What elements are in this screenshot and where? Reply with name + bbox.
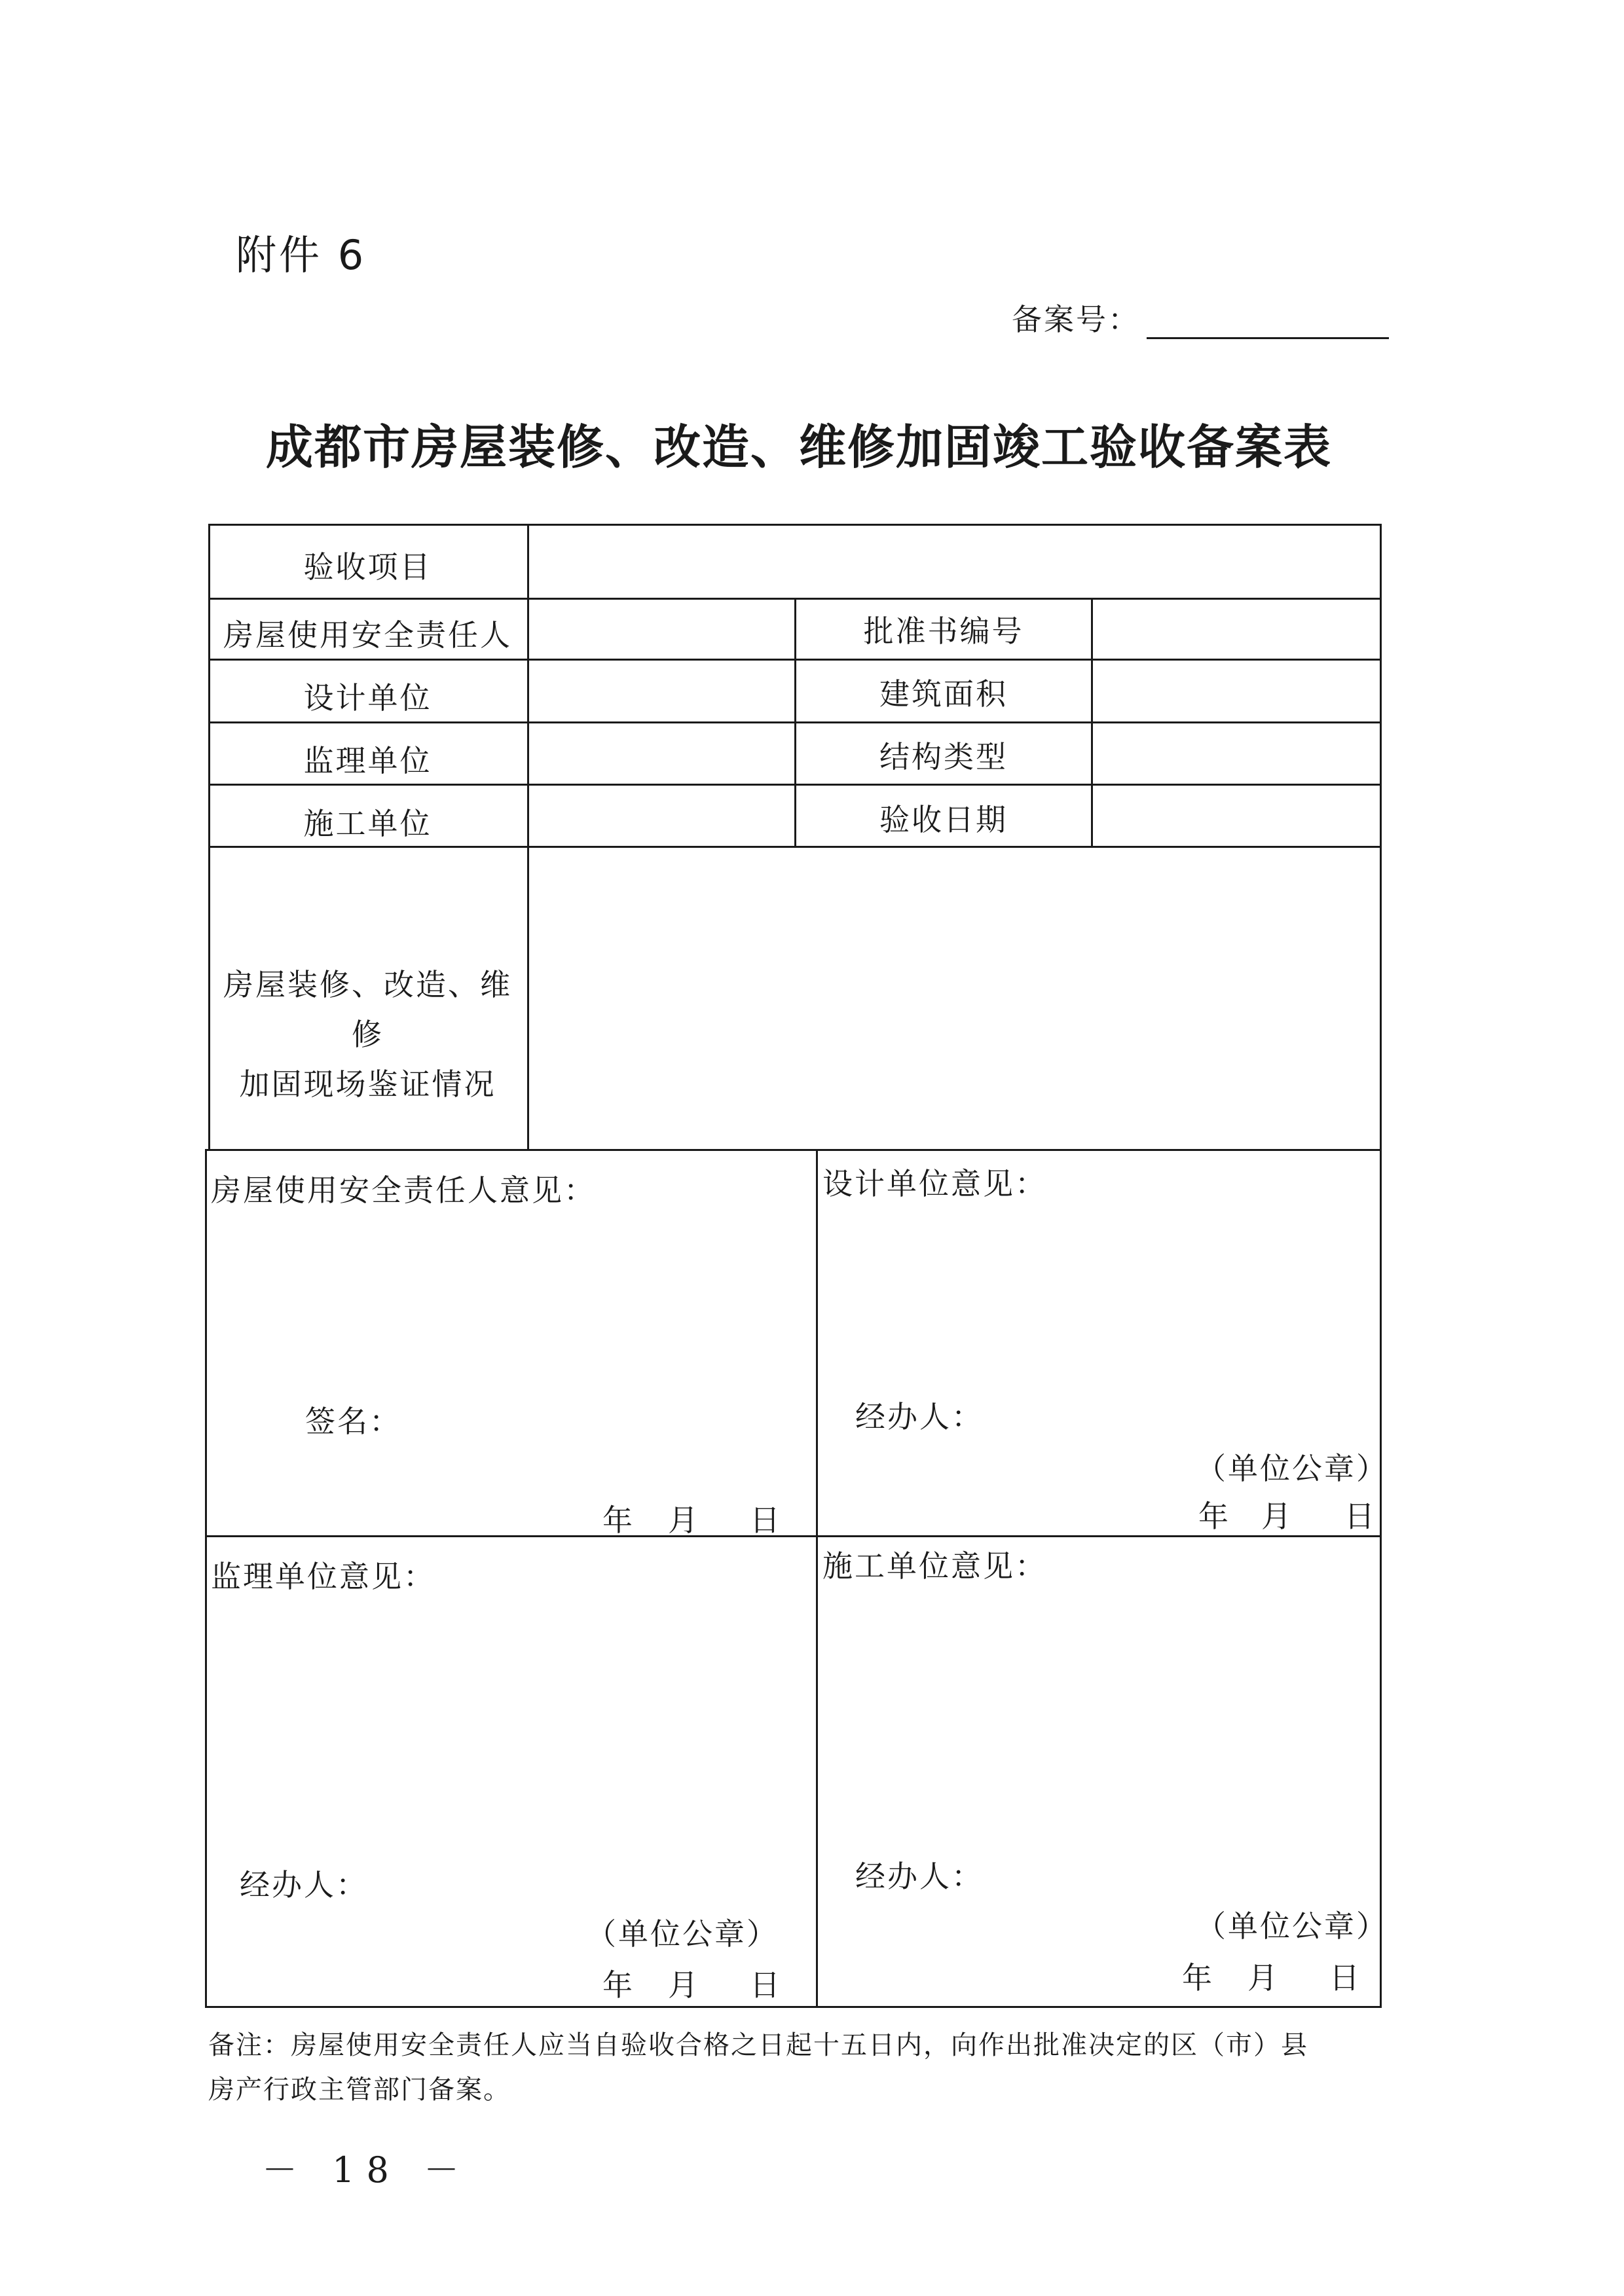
construction-seal-label: （单位公章） [1196, 1908, 1388, 1944]
remark-line: 房产行政主管部门备案。 [208, 2075, 511, 2105]
onsite-verification-label: 房屋装修、改造、维修 加固现场鉴证情况 [223, 967, 512, 1102]
owner-date-year: 年 [602, 1503, 635, 1538]
owner-date-month: 月 [668, 1503, 700, 1538]
design-date-year: 年 [1198, 1499, 1230, 1534]
owner-signature-label: 签名： [305, 1404, 401, 1439]
acceptance-project-value[interactable] [529, 526, 1380, 598]
document-title: 成都市房屋装修、改造、维修加固竣工验收备案表 [265, 419, 1332, 475]
table-rule [527, 524, 529, 1151]
design-unit-label: 设计单位 [303, 680, 432, 716]
acceptance-project-label: 验收项目 [303, 549, 432, 585]
supervision-opinion-title: 监理单位意见： [211, 1559, 435, 1594]
design-date-month: 月 [1261, 1499, 1293, 1534]
supervision-unit-label: 监理单位 [303, 743, 432, 778]
construction-opinion-title: 施工单位意见： [822, 1548, 1047, 1584]
building-area-label: 建筑面积 [879, 676, 1008, 712]
owner-label: 房屋使用安全责任人 [223, 617, 512, 653]
structure-type-label: 结构类型 [879, 739, 1008, 774]
table-rule [816, 1149, 818, 2008]
construction-handler-label: 经办人： [855, 1859, 984, 1894]
construction-date-year: 年 [1182, 1960, 1214, 1995]
acceptance-date-label: 验收日期 [879, 802, 1008, 837]
attachment-label: 附件 6 [236, 231, 367, 279]
design-opinion-title: 设计单位意见： [822, 1166, 1047, 1201]
supervision-date-month: 月 [668, 1967, 700, 2003]
filing-number [1012, 296, 1389, 339]
supervision-date-day: 日 [750, 1967, 782, 2003]
supervision-seal-label: （单位公章） [586, 1916, 779, 1952]
construction-date-day: 日 [1329, 1960, 1361, 1995]
filing-number-blank[interactable] [1147, 307, 1389, 339]
construction-date-month: 月 [1247, 1960, 1280, 1995]
design-handler-label: 经办人： [855, 1399, 984, 1434]
approval-number-label: 批准书编号 [863, 613, 1024, 649]
construction-unit-label: 施工单位 [303, 806, 432, 841]
filing-number-label: 备案号： [1012, 302, 1140, 337]
supervision-handler-label: 经办人： [240, 1867, 368, 1903]
page-number: － 18 － [262, 2149, 471, 2191]
owner-opinion-title: 房屋使用安全责任人意见： [211, 1173, 596, 1208]
remark-line: 备注：房屋使用安全责任人应当自验收合格之日起十五日内，向作出批准决定的区（市）县 [208, 2030, 1308, 2060]
owner-date-day: 日 [750, 1503, 782, 1538]
table-rule [1091, 598, 1093, 848]
supervision-date-year: 年 [602, 1967, 635, 2003]
design-seal-label: （单位公章） [1196, 1451, 1388, 1486]
design-date-day: 日 [1344, 1499, 1376, 1534]
remark [208, 2023, 1387, 2112]
